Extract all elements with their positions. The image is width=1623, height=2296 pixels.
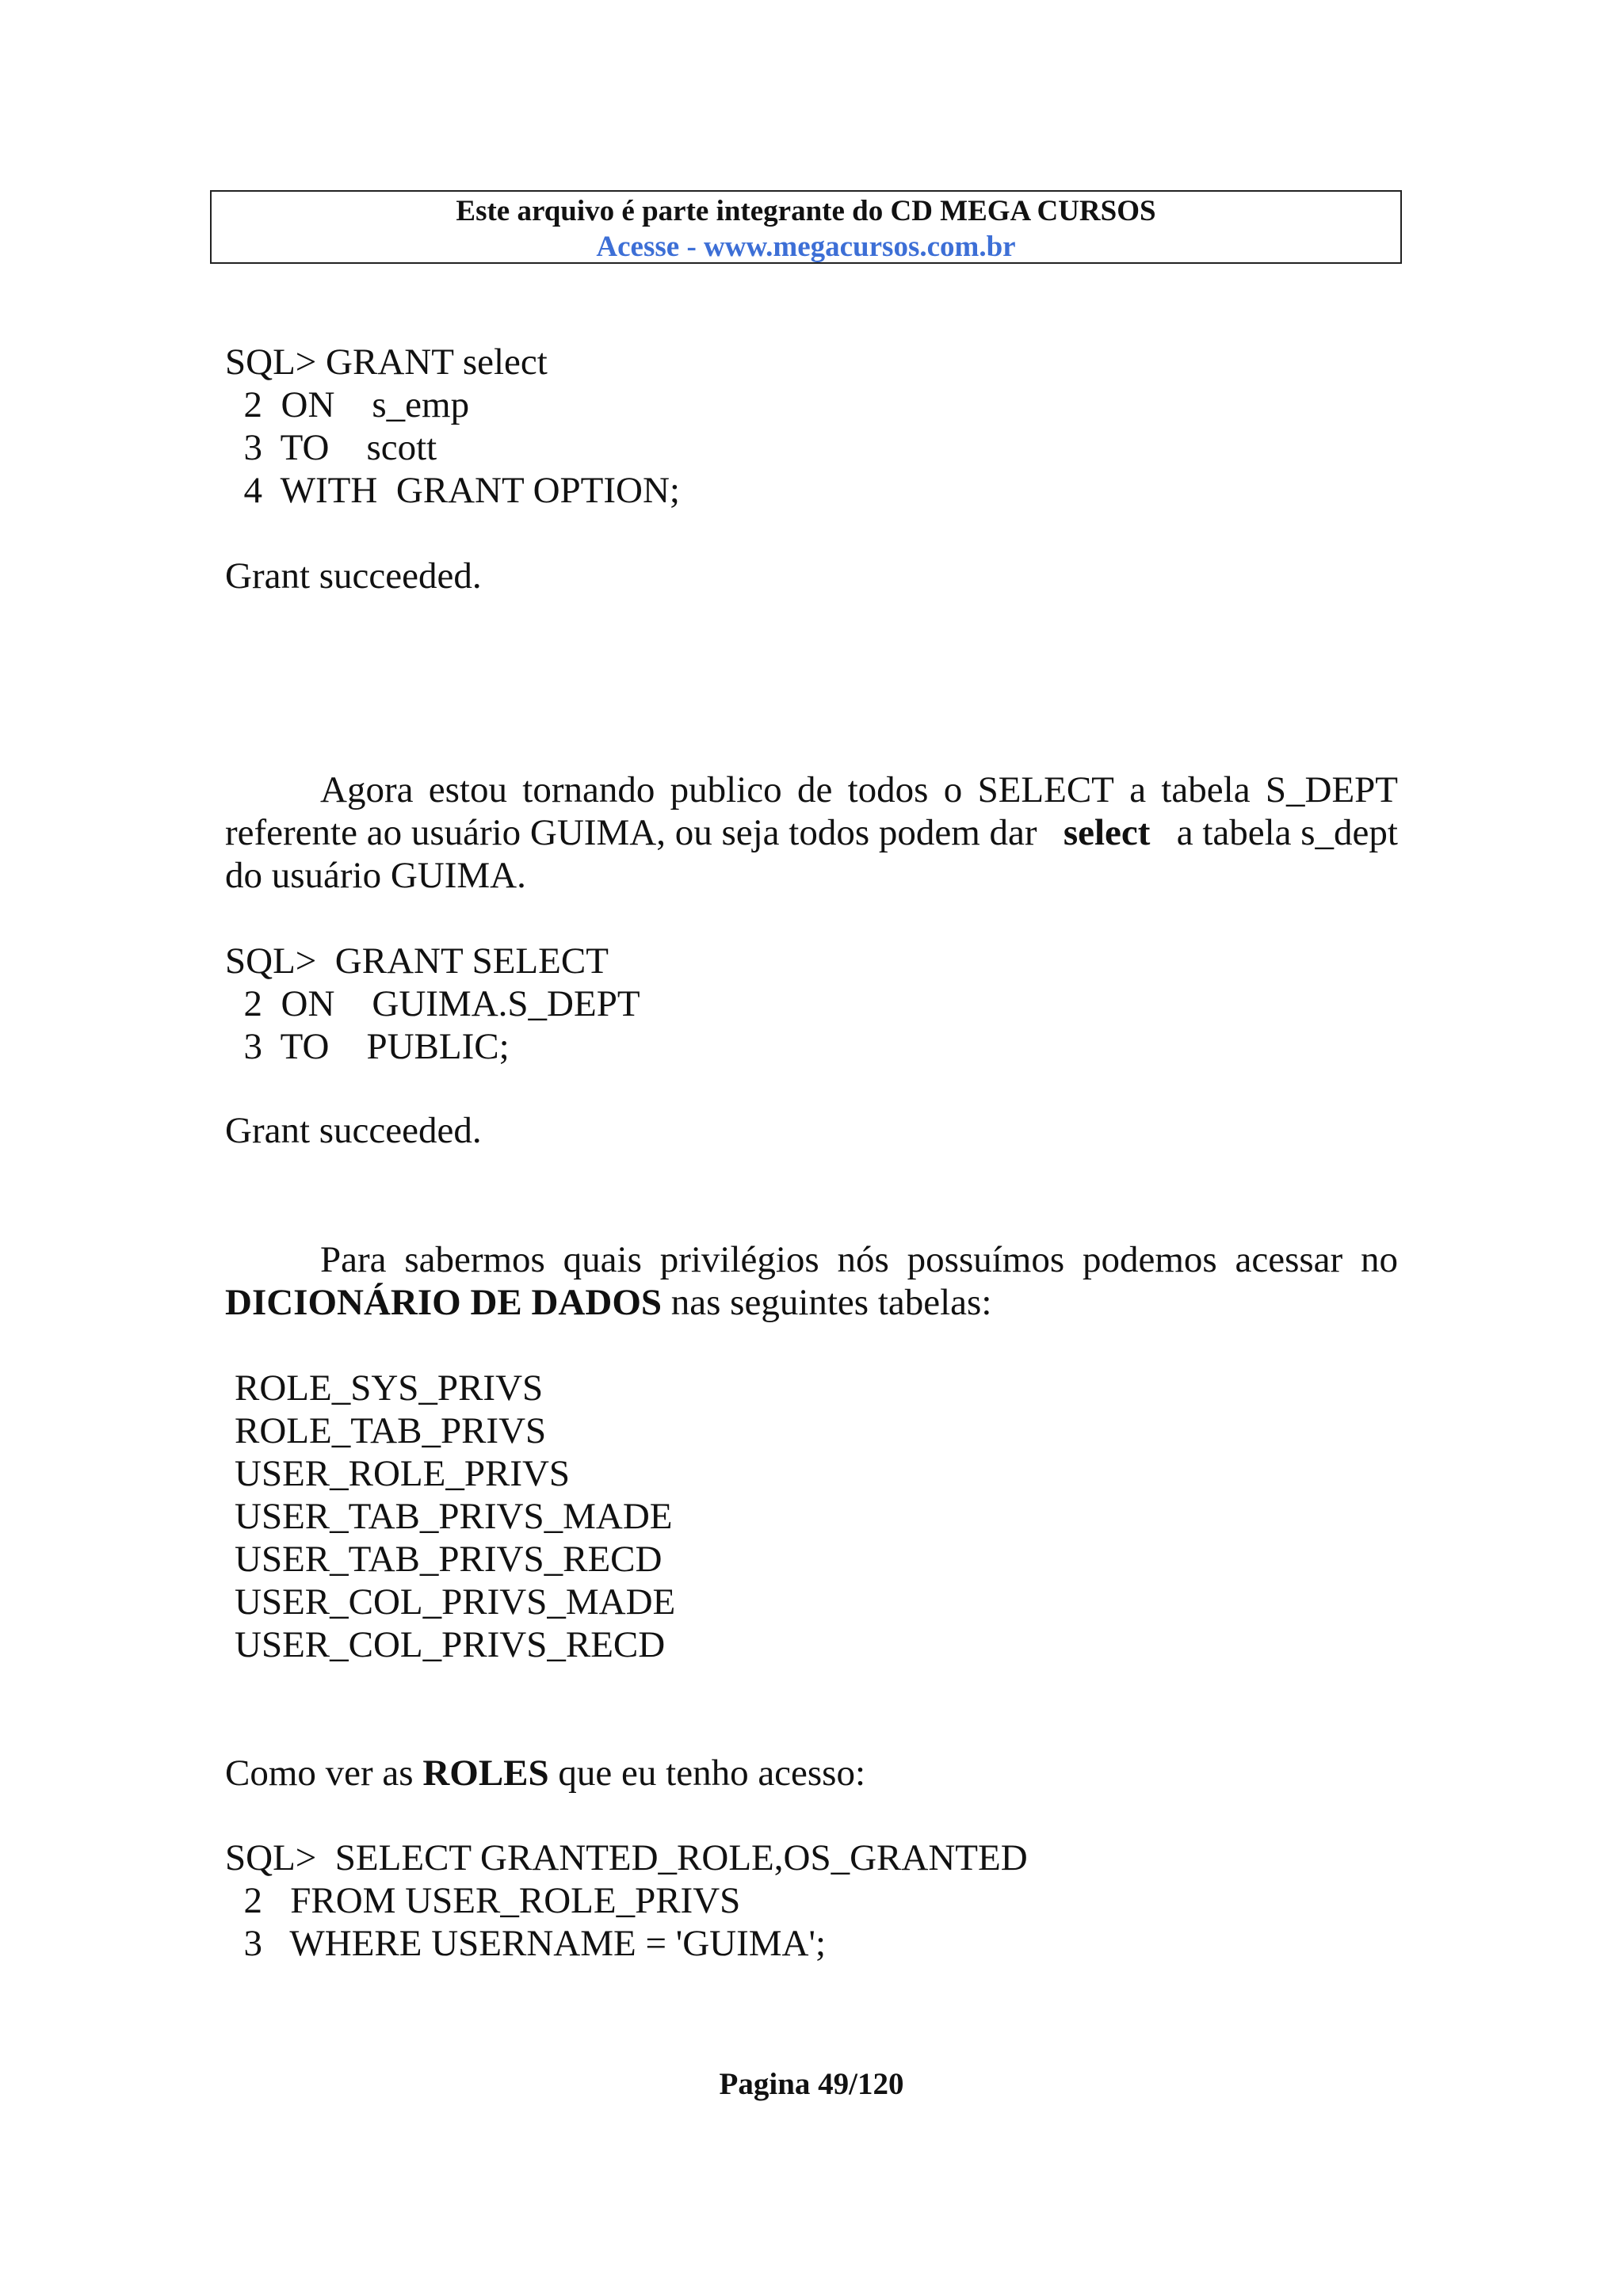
para2-line1 xyxy=(225,1238,1398,1281)
word: podemos xyxy=(1082,1239,1217,1280)
page-number: Pagina 49/120 xyxy=(719,2067,904,2101)
word: de xyxy=(796,769,833,810)
para1-line3: do usuário GUIMA. xyxy=(225,855,526,896)
word: tabela xyxy=(1161,769,1251,810)
word: sabermos xyxy=(404,1239,545,1280)
text-segment: nas seguintes tabelas: xyxy=(662,1282,992,1323)
word: o xyxy=(943,769,963,810)
bold-select: select xyxy=(1063,812,1151,853)
word: possuímos xyxy=(907,1239,1065,1280)
word: privilégios xyxy=(659,1239,819,1280)
word: SELECT xyxy=(977,769,1114,810)
word: tornando xyxy=(522,769,655,810)
sql-block-2 xyxy=(225,940,1398,1068)
result-2 xyxy=(225,1109,1398,1152)
word: a xyxy=(1129,769,1147,810)
word: estou xyxy=(428,769,507,810)
code-line: SQL> SELECT GRANTED_ROLE,OS_GRANTED xyxy=(225,1837,1028,1878)
list-item: USER_TAB_PRIVS_MADE xyxy=(235,1496,673,1537)
sql-block-3 xyxy=(225,1836,1398,1965)
code-line: 3 TO scott xyxy=(225,427,437,468)
para2-line2 xyxy=(225,1281,1398,1324)
para1-line2 xyxy=(225,811,1398,854)
list-item: ROLE_SYS_PRIVS xyxy=(235,1367,544,1409)
header-link[interactable]: Acesse - www.megacursos.com.br xyxy=(596,231,1016,263)
tables-list xyxy=(235,1367,1407,1666)
header-title: Este arquivo é parte integrante do CD MEGA CURSOS xyxy=(456,195,1156,227)
text-segment: a tabela s_dept xyxy=(1176,812,1398,853)
paragraph-1 xyxy=(225,769,1398,897)
code-line: 3 TO PUBLIC; xyxy=(225,1026,510,1067)
code-line: SQL> GRANT select xyxy=(225,341,548,383)
list-item: USER_TAB_PRIVS_RECD xyxy=(235,1539,663,1580)
code-line: 2 ON GUIMA.S_DEPT xyxy=(225,983,640,1024)
word: publico xyxy=(670,769,782,810)
sql-block-1 xyxy=(225,341,1398,512)
list-item: USER_COL_PRIVS_MADE xyxy=(235,1581,676,1623)
paragraph-2 xyxy=(225,1238,1398,1324)
code-line: 4 WITH GRANT OPTION; xyxy=(225,470,680,511)
list-item: USER_ROLE_PRIVS xyxy=(235,1453,571,1494)
code-line: 3 WHERE USERNAME = 'GUIMA'; xyxy=(225,1923,827,1964)
word: no xyxy=(1361,1239,1398,1280)
result-text: Grant succeeded. xyxy=(225,1110,482,1151)
text-segment: que eu tenho acesso: xyxy=(548,1753,866,1794)
word: Para xyxy=(320,1239,387,1280)
para1-line1 xyxy=(225,769,1398,811)
header-box xyxy=(210,190,1402,264)
paragraph-3 xyxy=(225,1752,1398,1794)
bold-roles: ROLES xyxy=(422,1753,549,1794)
result-1 xyxy=(225,555,1398,597)
list-item: USER_COL_PRIVS_RECD xyxy=(235,1624,666,1665)
word: Agora xyxy=(320,769,414,810)
text-segment: Como ver as xyxy=(225,1753,423,1794)
word: acessar xyxy=(1235,1239,1343,1280)
list-item: ROLE_TAB_PRIVS xyxy=(235,1410,547,1451)
word: S_DEPT xyxy=(1265,769,1398,810)
word: nós xyxy=(837,1239,889,1280)
bold-dictionary: DICIONÁRIO DE DADOS xyxy=(225,1282,663,1323)
code-line: 2 FROM USER_ROLE_PRIVS xyxy=(225,1880,741,1921)
word: todos xyxy=(847,769,929,810)
para3-line xyxy=(225,1752,1398,1794)
word: quais xyxy=(563,1239,642,1280)
code-line: SQL> GRANT SELECT xyxy=(225,940,609,982)
text-segment: referente ao usuário GUIMA, ou seja todos podem dar xyxy=(225,812,1037,853)
result-text: Grant succeeded. xyxy=(225,555,482,597)
code-line: 2 ON s_emp xyxy=(225,384,470,425)
